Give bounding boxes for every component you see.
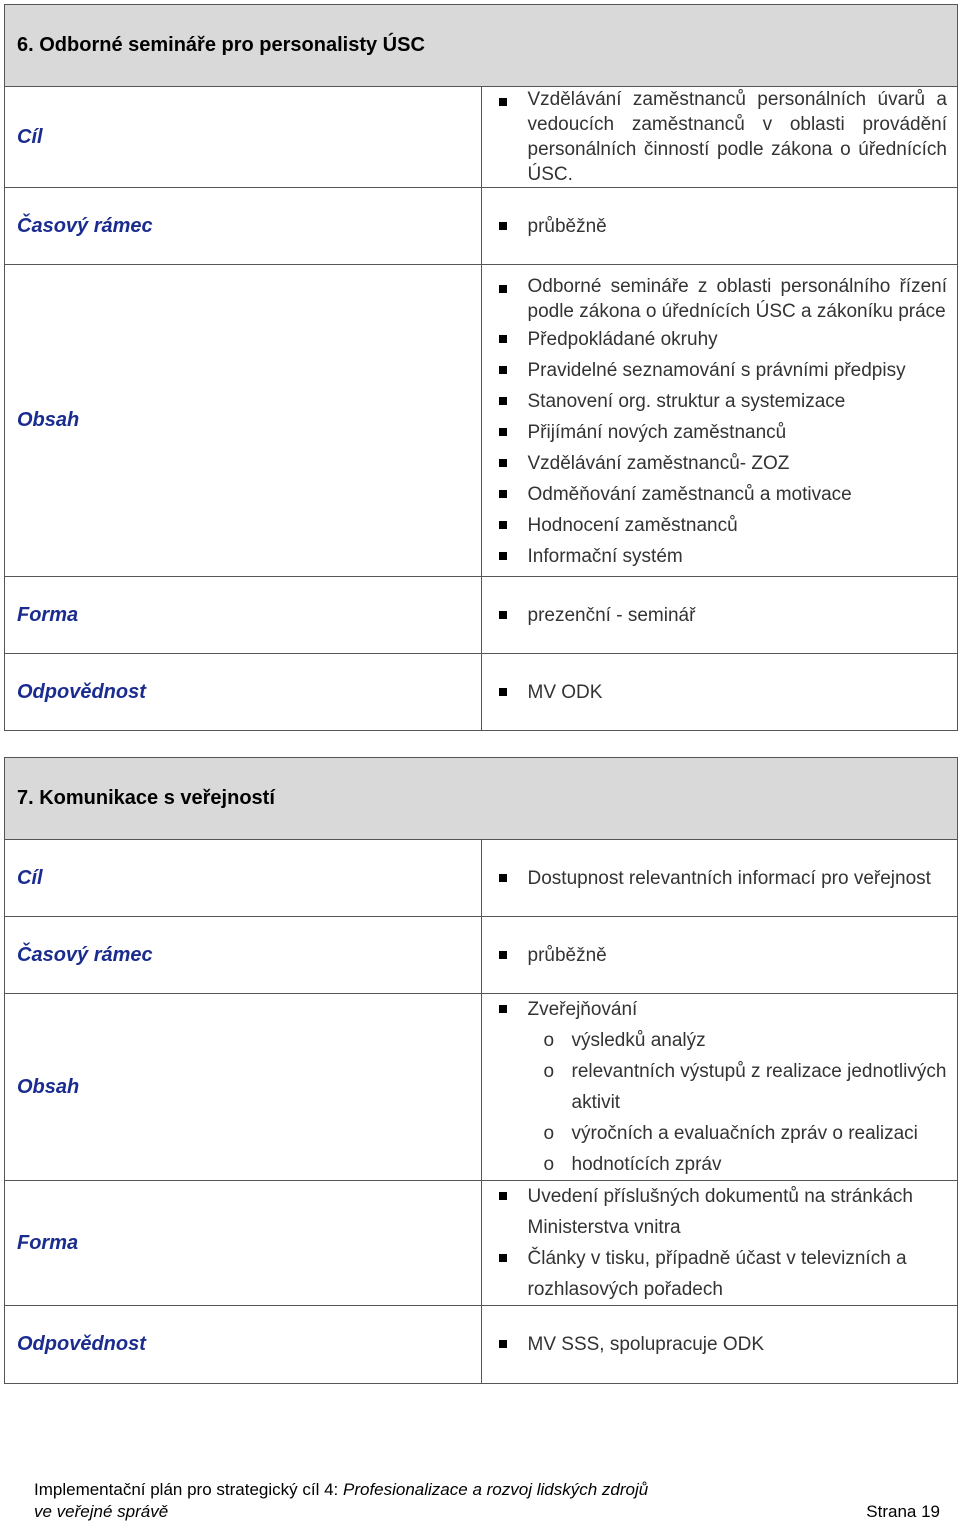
obsah-item: Předpokládané okruhy [482,324,948,355]
obsah-item: Odborné semináře z oblasti personálního řízení podle zákona o úřednících ÚSC a zákoníku práce [482,274,948,324]
obsah-list [482,994,948,1025]
forma-item: Články v tisku, případně účast v televizních a rozhlasových pořadech [482,1243,948,1305]
label-odpovednost: Odpovědnost [5,1306,482,1384]
odpovednost-item: MV SSS, spolupracuje ODK [482,1329,948,1360]
obsah-item: Stanovení org. struktur a systemizace [482,386,948,417]
cil-item: Dostupnost relevantních informací pro veřejnost [482,863,948,894]
obsah-list [482,274,948,572]
casovy-ramec-item: průběžně [482,211,948,242]
cil-item: Vzdělávání zaměstnanců personálních úvarů a vedoucích zaměstnanců v oblasti provádění personálních činností podle zákona o úřednících ÚSC. [482,87,948,187]
obsah-item: Vzdělávání zaměstnanců- ZOZ [482,448,948,479]
obsah-item: Informační systém [482,541,948,572]
footer-line-1 [34,1480,940,1500]
footer-goal-title: Profesionalizace a rozvoj lidských zdrojů [342,1480,649,1499]
label-obsah: Obsah [5,994,482,1181]
forma-item: Uvedení příslušných dokumentů na stránkách Ministerstva vnitra [482,1181,948,1243]
obsah-sublist [482,1025,948,1180]
label-obsah: Obsah [5,265,482,577]
footer-goal-title-cont: ve veřejné správě [34,1502,169,1521]
page-footer [34,1480,940,1522]
forma-item: prezenční - seminář [482,600,948,631]
obsah-item: Pravidelné seznamování s právními předpisy [482,355,948,386]
label-cil: Cíl [5,87,482,188]
label-forma: Forma [5,577,482,654]
label-cil: Cíl [5,840,482,917]
forma-list [482,1181,948,1305]
page-number: Strana 19 [866,1502,940,1521]
obsah-item: Hodnocení zaměstnanců [482,510,948,541]
section-6-table [4,4,958,731]
odpovednost-item: MV ODK [482,677,948,708]
label-casovy-ramec: Časový rámec [5,188,482,265]
casovy-ramec-item: průběžně [482,940,948,971]
obsah-subitem: o hodnotících zpráv [482,1149,948,1180]
obsah-subitem: o výsledků analýz [482,1025,948,1056]
section-7-table [4,757,958,1384]
obsah-item: Přijímání nových zaměstnanců [482,417,948,448]
footer-prefix: Implementační plán pro strategický cíl 4: [34,1480,343,1499]
obsah-subitem: o relevantních výstupů z realizace jednotlivých aktivit [482,1056,948,1118]
label-forma: Forma [5,1181,482,1306]
obsah-item: Odměňování zaměstnanců a motivace [482,479,948,510]
obsah-subitem: o výročních a evaluačních zpráv o realizaci [482,1118,948,1149]
label-casovy-ramec: Časový rámec [5,917,482,994]
section-7-title: 7. Komunikace s veřejností [5,758,958,840]
obsah-item: Zveřejňování [482,994,948,1025]
label-odpovednost: Odpovědnost [5,654,482,731]
footer-line-2 [34,1502,940,1522]
section-6-title: 6. Odborné semináře pro personalisty ÚSC [5,5,958,87]
